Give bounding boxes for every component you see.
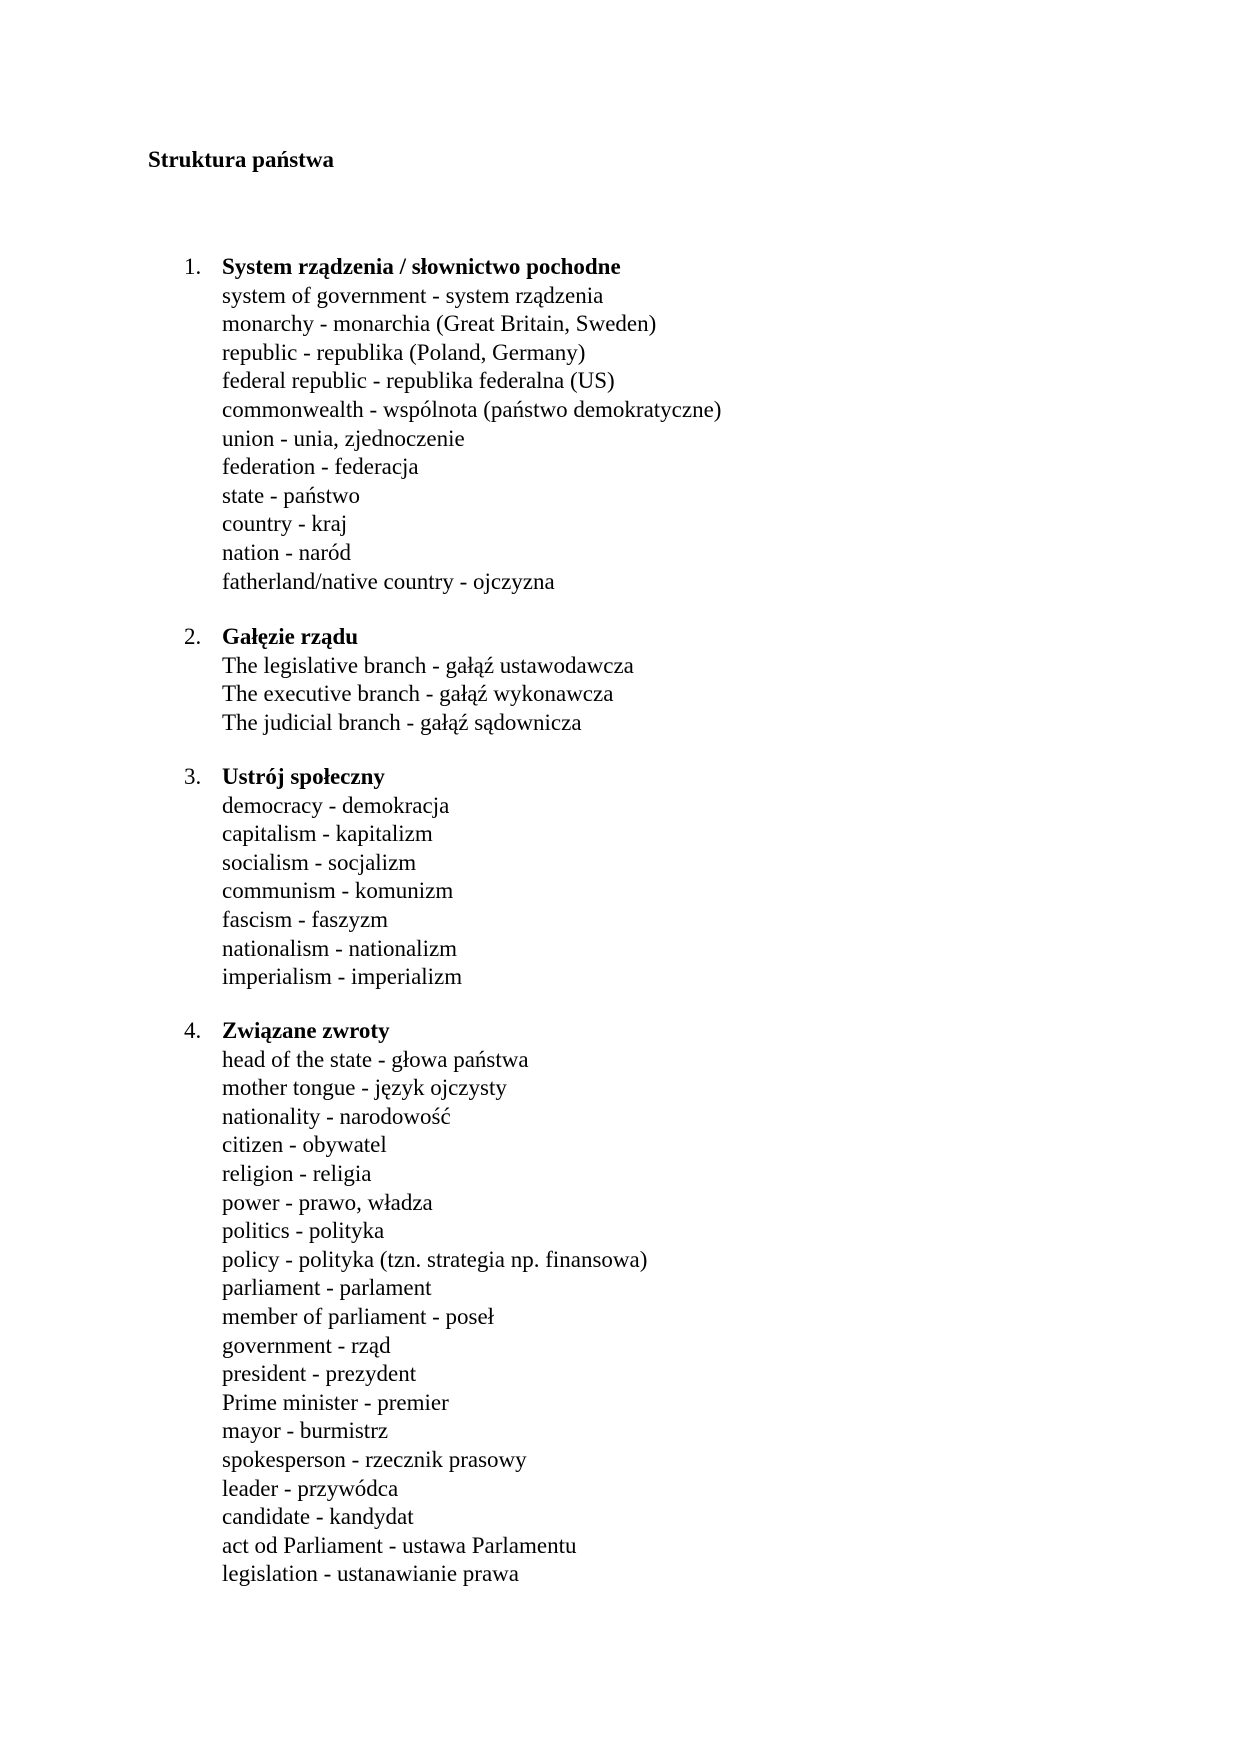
- section-system-rzadzenia: [184, 253, 1084, 596]
- list-item: fascism - faszyzm: [222, 906, 389, 932]
- list-item: imperialism - imperializm: [222, 964, 463, 990]
- section-heading: Gałęzie rządu: [222, 624, 359, 649]
- list-item: fatherland/native country - ojczyzna: [222, 568, 555, 594]
- list-item: nationality - narodowość: [222, 1103, 451, 1129]
- list-item: parliament - parlament: [222, 1275, 432, 1301]
- section-number: 1.: [184, 254, 202, 279]
- section-header: [184, 623, 1084, 652]
- term-list: [184, 652, 1084, 738]
- list-item: religion - religia: [222, 1160, 372, 1186]
- list-item: head of the state - głowa państwa: [222, 1046, 529, 1072]
- list-item: mother tongue - język ojczysty: [222, 1075, 507, 1101]
- list-item: The executive branch - gałąź wykonawcza: [222, 681, 614, 707]
- list-item: policy - polityka (tzn. strategia np. finansowa): [222, 1246, 648, 1272]
- section-number: 4.: [184, 1018, 202, 1043]
- list-item: member of parliament - poseł: [222, 1303, 495, 1329]
- list-item: system of government - system rządzenia: [222, 282, 604, 308]
- list-item: citizen - obywatel: [222, 1132, 387, 1158]
- list-item: act od Parliament - ustawa Parlamentu: [222, 1532, 577, 1558]
- term-list: [184, 792, 1084, 992]
- page-title: Struktura państwa: [148, 147, 334, 172]
- list-item: country - kraj: [222, 511, 348, 537]
- list-item: monarchy - monarchia (Great Britain, Sweden): [222, 311, 657, 337]
- term-list: [184, 1046, 1084, 1589]
- list-item: The judicial branch - gałąź sądownicza: [222, 709, 582, 735]
- section-header: [184, 1017, 1084, 1046]
- list-item: capitalism - kapitalizm: [222, 821, 433, 847]
- list-item: communism - komunizm: [222, 878, 454, 904]
- section-zwiazane-zwroty: [184, 1017, 1084, 1589]
- term-list: [184, 282, 1084, 597]
- list-item: spokesperson - rzecznik prasowy: [222, 1446, 527, 1472]
- section-heading: System rządzenia / słownictwo pochodne: [222, 254, 621, 279]
- section-number: 3.: [184, 764, 202, 789]
- list-item: nation - naród: [222, 539, 352, 565]
- list-item: legislation - ustanawianie prawa: [222, 1561, 519, 1587]
- list-item: power - prawo, władza: [222, 1189, 433, 1215]
- list-item: socialism - socjalizm: [222, 849, 417, 875]
- list-item: democracy - demokracja: [222, 792, 450, 818]
- list-item: nationalism - nationalizm: [222, 935, 458, 961]
- list-item: state - państwo: [222, 482, 360, 508]
- list-item: Prime minister - premier: [222, 1389, 449, 1415]
- list-item: The legislative branch - gałąź ustawodawcza: [222, 652, 634, 678]
- list-item: commonwealth - wspólnota (państwo demokratyczne): [222, 396, 722, 422]
- list-item: politics - polityka: [222, 1218, 385, 1244]
- section-header: [184, 763, 1084, 792]
- list-item: federation - federacja: [222, 454, 419, 480]
- list-item: union - unia, zjednoczenie: [222, 425, 465, 451]
- list-item: government - rząd: [222, 1332, 391, 1358]
- list-item: federal republic - republika federalna (US): [222, 368, 615, 394]
- section-heading: Związane zwroty: [222, 1018, 390, 1043]
- list-item: mayor - burmistrz: [222, 1418, 389, 1444]
- section-ustroj-spoleczny: [184, 763, 1084, 992]
- list-item: republic - republika (Poland, Germany): [222, 339, 586, 365]
- section-heading: Ustrój społeczny: [222, 764, 385, 789]
- list-item: president - prezydent: [222, 1361, 417, 1387]
- section-header: [184, 253, 1084, 282]
- section-galezie-rzadu: [184, 623, 1084, 737]
- section-number: 2.: [184, 624, 202, 649]
- list-item: candidate - kandydat: [222, 1504, 414, 1530]
- list-item: leader - przywódca: [222, 1475, 399, 1501]
